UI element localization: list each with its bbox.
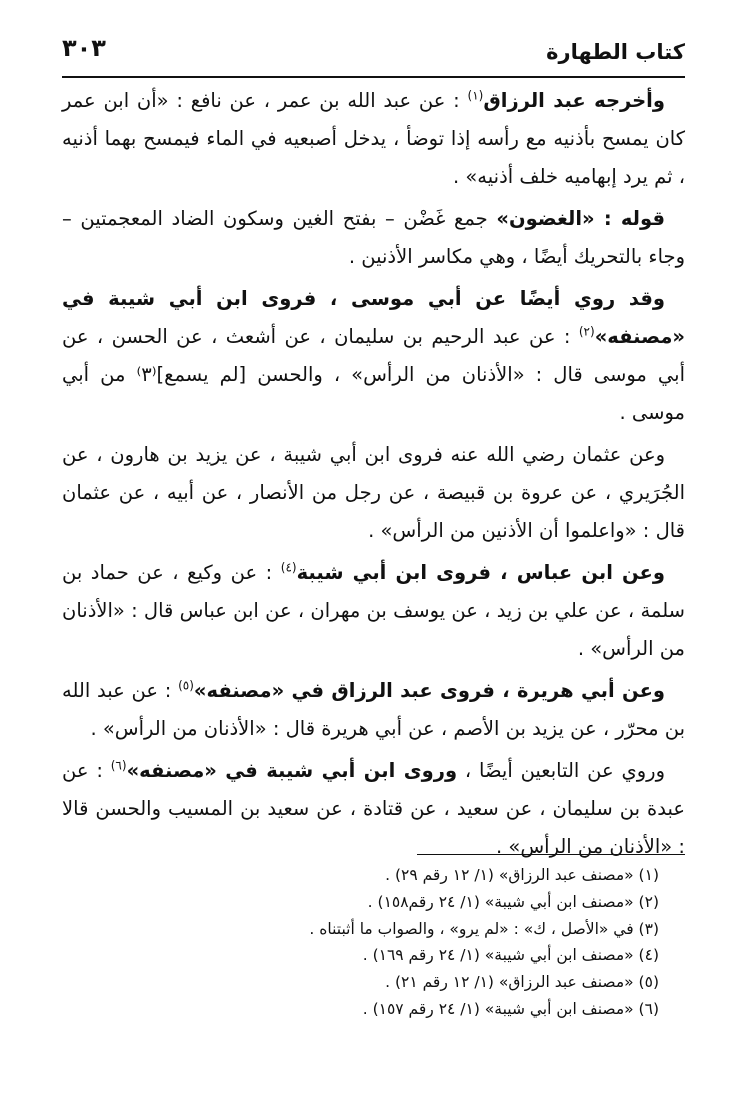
paragraph-abdurrazzaq <box>62 82 685 196</box>
paragraph-lead: وأخرجه عبد الرزاق <box>483 89 665 112</box>
paragraph-lead: وعن ابن عباس ، فروى ابن أبي شيبة <box>296 561 665 584</box>
chapter-title: كتاب الطهارة <box>546 40 685 64</box>
paragraph-lead: وقد روي أيضًا عن أبي موسى ، فروى ابن أبي شيبة في «مصنفه» <box>62 287 685 348</box>
paragraph-abu-musa <box>62 280 685 432</box>
footnotes <box>62 862 659 1023</box>
footnote-separator <box>417 854 685 855</box>
footnote-item: (٥) «مصنف عبد الرزاق» (١/ ١٢ رقم ٢١) . <box>385 973 659 992</box>
paragraph-text: : عن عبد الله بن محرّر ، عن يزيد بن الأصم ، عن أبي هريرة قال : «الأذنان من الرأس» . <box>62 679 685 740</box>
paragraph-text: وعن عثمان رضي الله عنه فروى ابن أبي شيبة ، عن يزيد بن هارون ، عن الجُرَيري ، عن عروة بن قبيصة ، عن رجل من الأنصار ، عن أبيه ، عن عثمان قال : «واعلموا أن الأذنين من الرأس» . <box>62 443 685 542</box>
page-header <box>62 30 685 78</box>
paragraph-text: : عن وكيع ، عن حماد بن سلمة ، عن علي بن زيد ، عن يوسف بن مهران ، عن ابن عباس قال : «الأذنان من الرأس» . <box>62 561 685 660</box>
main-text <box>62 82 685 870</box>
paragraph-tabiin <box>62 752 685 866</box>
page-number: ٣٠٣ <box>62 34 106 62</box>
footnote-ref: (٦) <box>110 758 127 773</box>
paragraph-text: : عن عبد الرحيم بن سليمان ، عن أشعث ، عن الحسن ، عن أبي موسى قال : «الأذنان من الرأس» ، والحسن [لم يسمع]⁽٣⁾ من أبي موسى . <box>62 325 685 424</box>
paragraph-ibn-abbas <box>62 554 685 668</box>
paragraph-uthman <box>62 436 685 550</box>
footnote-item: (٦) «مصنف ابن أبي شيبة» (١/ ٢٤ رقم ١٥٧) . <box>362 999 659 1018</box>
paragraph-text: : عن عبدة بن سليمان ، عن سعيد ، عن قتادة ، عن سعيد بن المسيب والحسن قالا : «الأذنان من الرأس» . <box>62 759 685 858</box>
footnote-item: (٤) «مصنف ابن أبي شيبة» (١/ ٢٤ رقم ١٦٩) . <box>362 946 659 965</box>
paragraph-lead: قوله : «الغضون» <box>496 207 665 230</box>
footnote-ref: (١) <box>467 88 484 103</box>
paragraph-lead: وعن أبي هريرة ، فروى عبد الرزاق في «مصنفه» <box>193 679 666 702</box>
footnote-ref: (٥) <box>178 678 194 693</box>
paragraph-ghudun <box>62 200 685 276</box>
footnote-item: (٣) في «الأصل ، ك» : «لم يرو» ، والصواب ما أثبتناه . <box>309 919 659 938</box>
footnote-ref: (٢) <box>578 324 595 339</box>
footnote-item: (٢) «مصنف ابن أبي شيبة» (١/ ٢٤ رقم١٥٨) . <box>367 892 659 911</box>
paragraph-intro: وروي عن التابعين أيضًا ، <box>464 759 665 782</box>
paragraph-text: جمع غَضْن – بفتح الغين وسكون الضاد المعجمتين – وجاء بالتحريك أيضًا ، وهي مكاسر الأذنين . <box>62 207 685 268</box>
footnote-ref: (٤) <box>280 560 297 575</box>
footnote-item: (١) «مصنف عبد الرزاق» (١/ ١٢ رقم ٢٩) . <box>385 866 659 884</box>
paragraph-abu-hurayra <box>62 672 685 748</box>
paragraph-lead: وروى ابن أبي شيبة في «مصنفه» <box>126 759 458 782</box>
paragraph-text: : عن عبد الله بن عمر ، عن نافع : «أن ابن عمر كان يمسح بأذنيه مع رأسه إذا توضأ ، يدخل أصبعيه في الماء فيمسح بهما أذنيه ، ثم يرد إبهاميه خلف أذنيه» . <box>62 89 685 188</box>
